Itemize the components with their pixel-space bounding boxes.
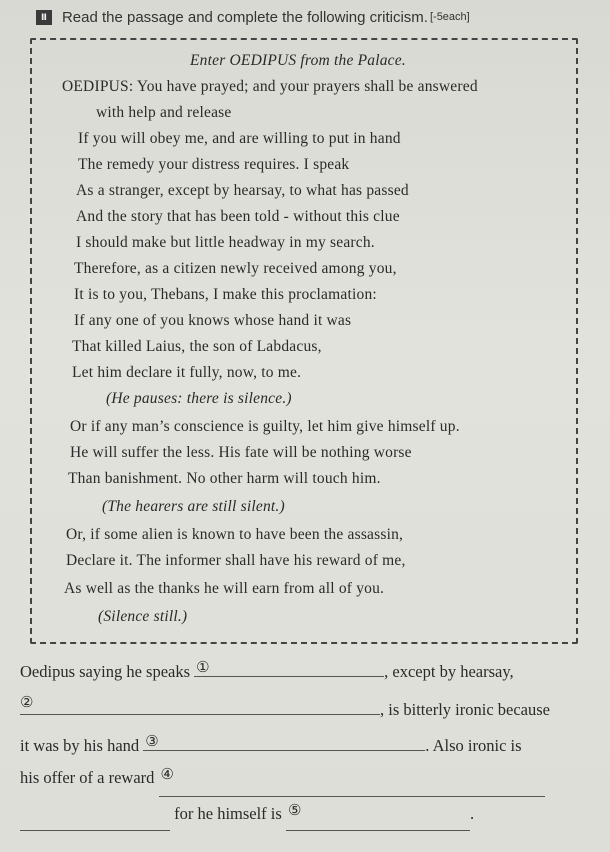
blank-number-2: ② xyxy=(20,695,34,711)
passage-line: The remedy your distress requires. I speak xyxy=(78,156,350,173)
blank-1[interactable] xyxy=(194,660,384,677)
passage-line: Or, if some alien is known to have been the assassin, xyxy=(66,526,404,543)
blank-5[interactable] xyxy=(286,803,470,831)
criticism-line-3 xyxy=(20,736,522,756)
criticism-period: . xyxy=(469,804,475,823)
passage-line: I should make but little headway in my search. xyxy=(76,234,375,251)
passage-line: OEDIPUS: You have prayed; and your prayers shall be answered xyxy=(62,78,478,95)
points-label: [-5each] xyxy=(429,11,470,23)
passage-line: As a stranger, except by hearsay, to what has passed xyxy=(76,182,409,199)
stage-direction-enter: Enter OEDIPUS from the Palace. xyxy=(190,52,406,69)
blank-3[interactable] xyxy=(143,734,425,751)
criticism-line-5 xyxy=(20,804,474,824)
criticism-text: it was by his hand xyxy=(20,736,140,755)
blank-4[interactable] xyxy=(159,767,545,797)
question-header xyxy=(36,6,596,28)
blank-2[interactable] xyxy=(20,695,380,715)
criticism-line-1 xyxy=(20,662,514,682)
criticism-text: , except by hearsay, xyxy=(384,662,514,681)
passage-line: It is to you, Thebans, I make this proclamation: xyxy=(74,286,377,303)
passage-line: with help and release xyxy=(96,104,232,121)
passage-line: Let him declare it fully, now, to me. xyxy=(72,364,302,381)
criticism-text: . Also ironic is xyxy=(425,736,522,755)
passage-line: Declare it. The informer shall have his reward of me, xyxy=(66,552,406,569)
instruction-text: Read the passage and complete the following criticism. xyxy=(61,8,428,26)
criticism-text: , is bitterly ironic because xyxy=(380,700,550,719)
criticism-line-2 xyxy=(20,695,550,720)
passage-line: That killed Laius, the son of Labdacus, xyxy=(72,338,322,355)
passage-line: Or if any man’s conscience is guilty, let him give himself up. xyxy=(70,418,460,435)
passage-line: And the story that has been told - without this clue xyxy=(76,208,400,225)
blank-number-4: ④ xyxy=(160,767,174,783)
criticism-line-4 xyxy=(20,768,545,788)
blank-number-3: ③ xyxy=(145,734,159,750)
stage-direction: (Silence still.) xyxy=(98,608,188,625)
criticism-text: Oedipus saying he speaks xyxy=(20,662,191,681)
passage-line: As well as the thanks he will earn from all of you. xyxy=(64,580,385,597)
blank-number-1: ① xyxy=(196,660,210,676)
criticism-text: his offer of a reward xyxy=(20,768,155,787)
stage-direction: (He pauses: there is silence.) xyxy=(106,390,292,407)
passage-line: Than banishment. No other harm will touch him. xyxy=(68,470,381,487)
blank-number-5: ⑤ xyxy=(287,803,302,819)
question-number-badge: Ⅱ xyxy=(36,10,52,25)
stage-direction: (The hearers are still silent.) xyxy=(102,498,285,515)
passage-line: If any one of you knows whose hand it was xyxy=(74,312,352,329)
passage-line: If you will obey me, and are willing to put in hand xyxy=(78,130,401,147)
passage-line: Therefore, as a citizen newly received among you, xyxy=(74,260,397,277)
criticism-text: for he himself is xyxy=(174,804,282,823)
blank-4-continued[interactable] xyxy=(20,829,170,831)
passage-line: He will suffer the less. His fate will be nothing worse xyxy=(70,444,412,461)
